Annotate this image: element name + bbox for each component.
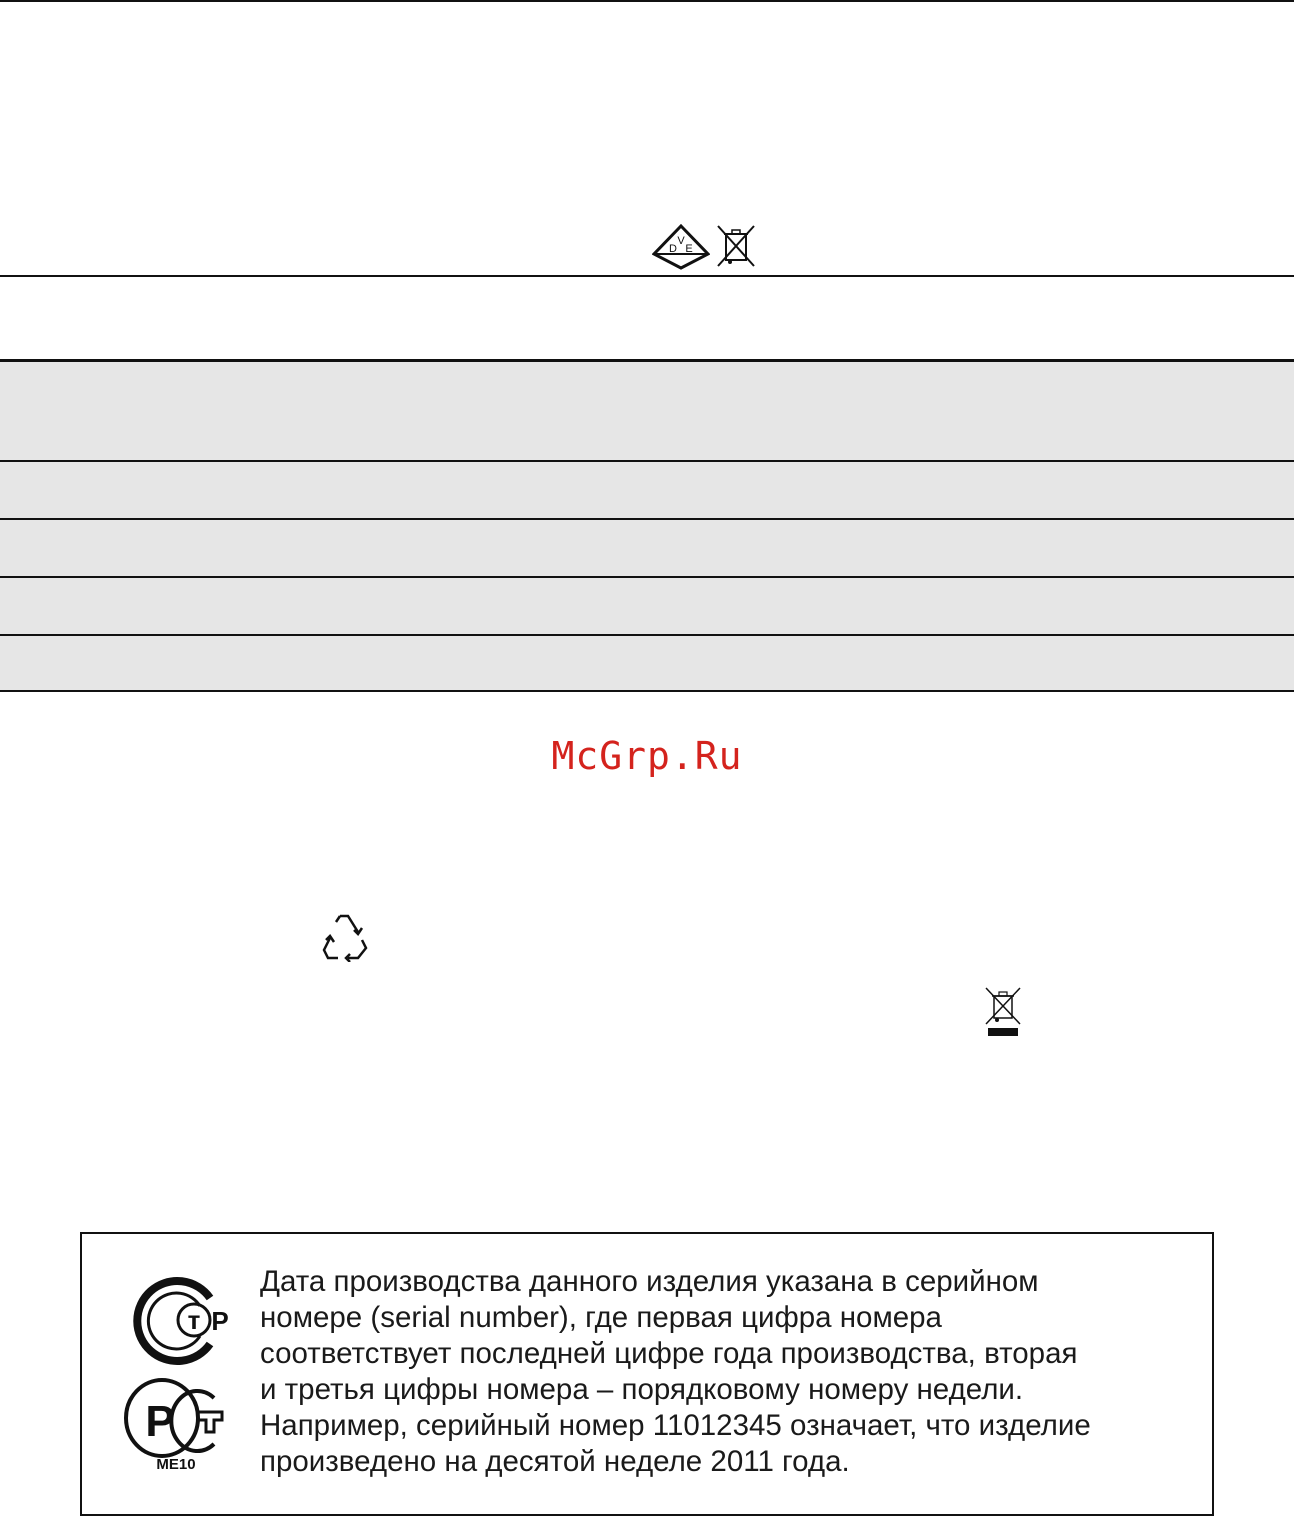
info-line: Например, серийный номер 11012345 означает, что изделие [260, 1409, 1091, 1442]
info-line: произведено на десятой неделе 2011 года. [260, 1445, 850, 1478]
serial-number-explanation [260, 1264, 1200, 1480]
certification-code: ME10 [156, 1456, 196, 1473]
table-row [0, 362, 1294, 462]
svg-text:V: V [677, 235, 685, 247]
svg-text:P: P [145, 1397, 175, 1446]
top-rule [0, 0, 1294, 2]
ctr-certification-icon [122, 1270, 232, 1370]
watermark: McGrp.Ru [551, 734, 743, 778]
svg-text:Р: Р [211, 1306, 229, 1336]
crossed-bin-icon [982, 986, 1024, 1038]
table-row [0, 462, 1294, 520]
svg-text:D: D [669, 243, 677, 255]
crossed-bin-icon [716, 222, 756, 268]
table-row [0, 636, 1294, 692]
info-line: Дата производства данного изделия указана в серийном [260, 1265, 1039, 1298]
info-line: и третья цифры номера – порядковому номеру недели. [260, 1373, 1024, 1406]
table-row [0, 520, 1294, 578]
info-line: номере (serial number), где первая цифра номера [260, 1301, 942, 1334]
shaded-table [0, 362, 1294, 692]
info-box [80, 1232, 1214, 1516]
vde-mark-icon [652, 224, 710, 270]
recycle-icon [318, 910, 370, 962]
svg-text:т: т [187, 1305, 201, 1335]
svg-text:E: E [685, 243, 693, 255]
table-row [0, 578, 1294, 636]
section-rule [0, 275, 1294, 277]
info-line: соответствует последней цифре года производства, вторая [260, 1337, 1078, 1370]
approval-icons [652, 222, 762, 272]
